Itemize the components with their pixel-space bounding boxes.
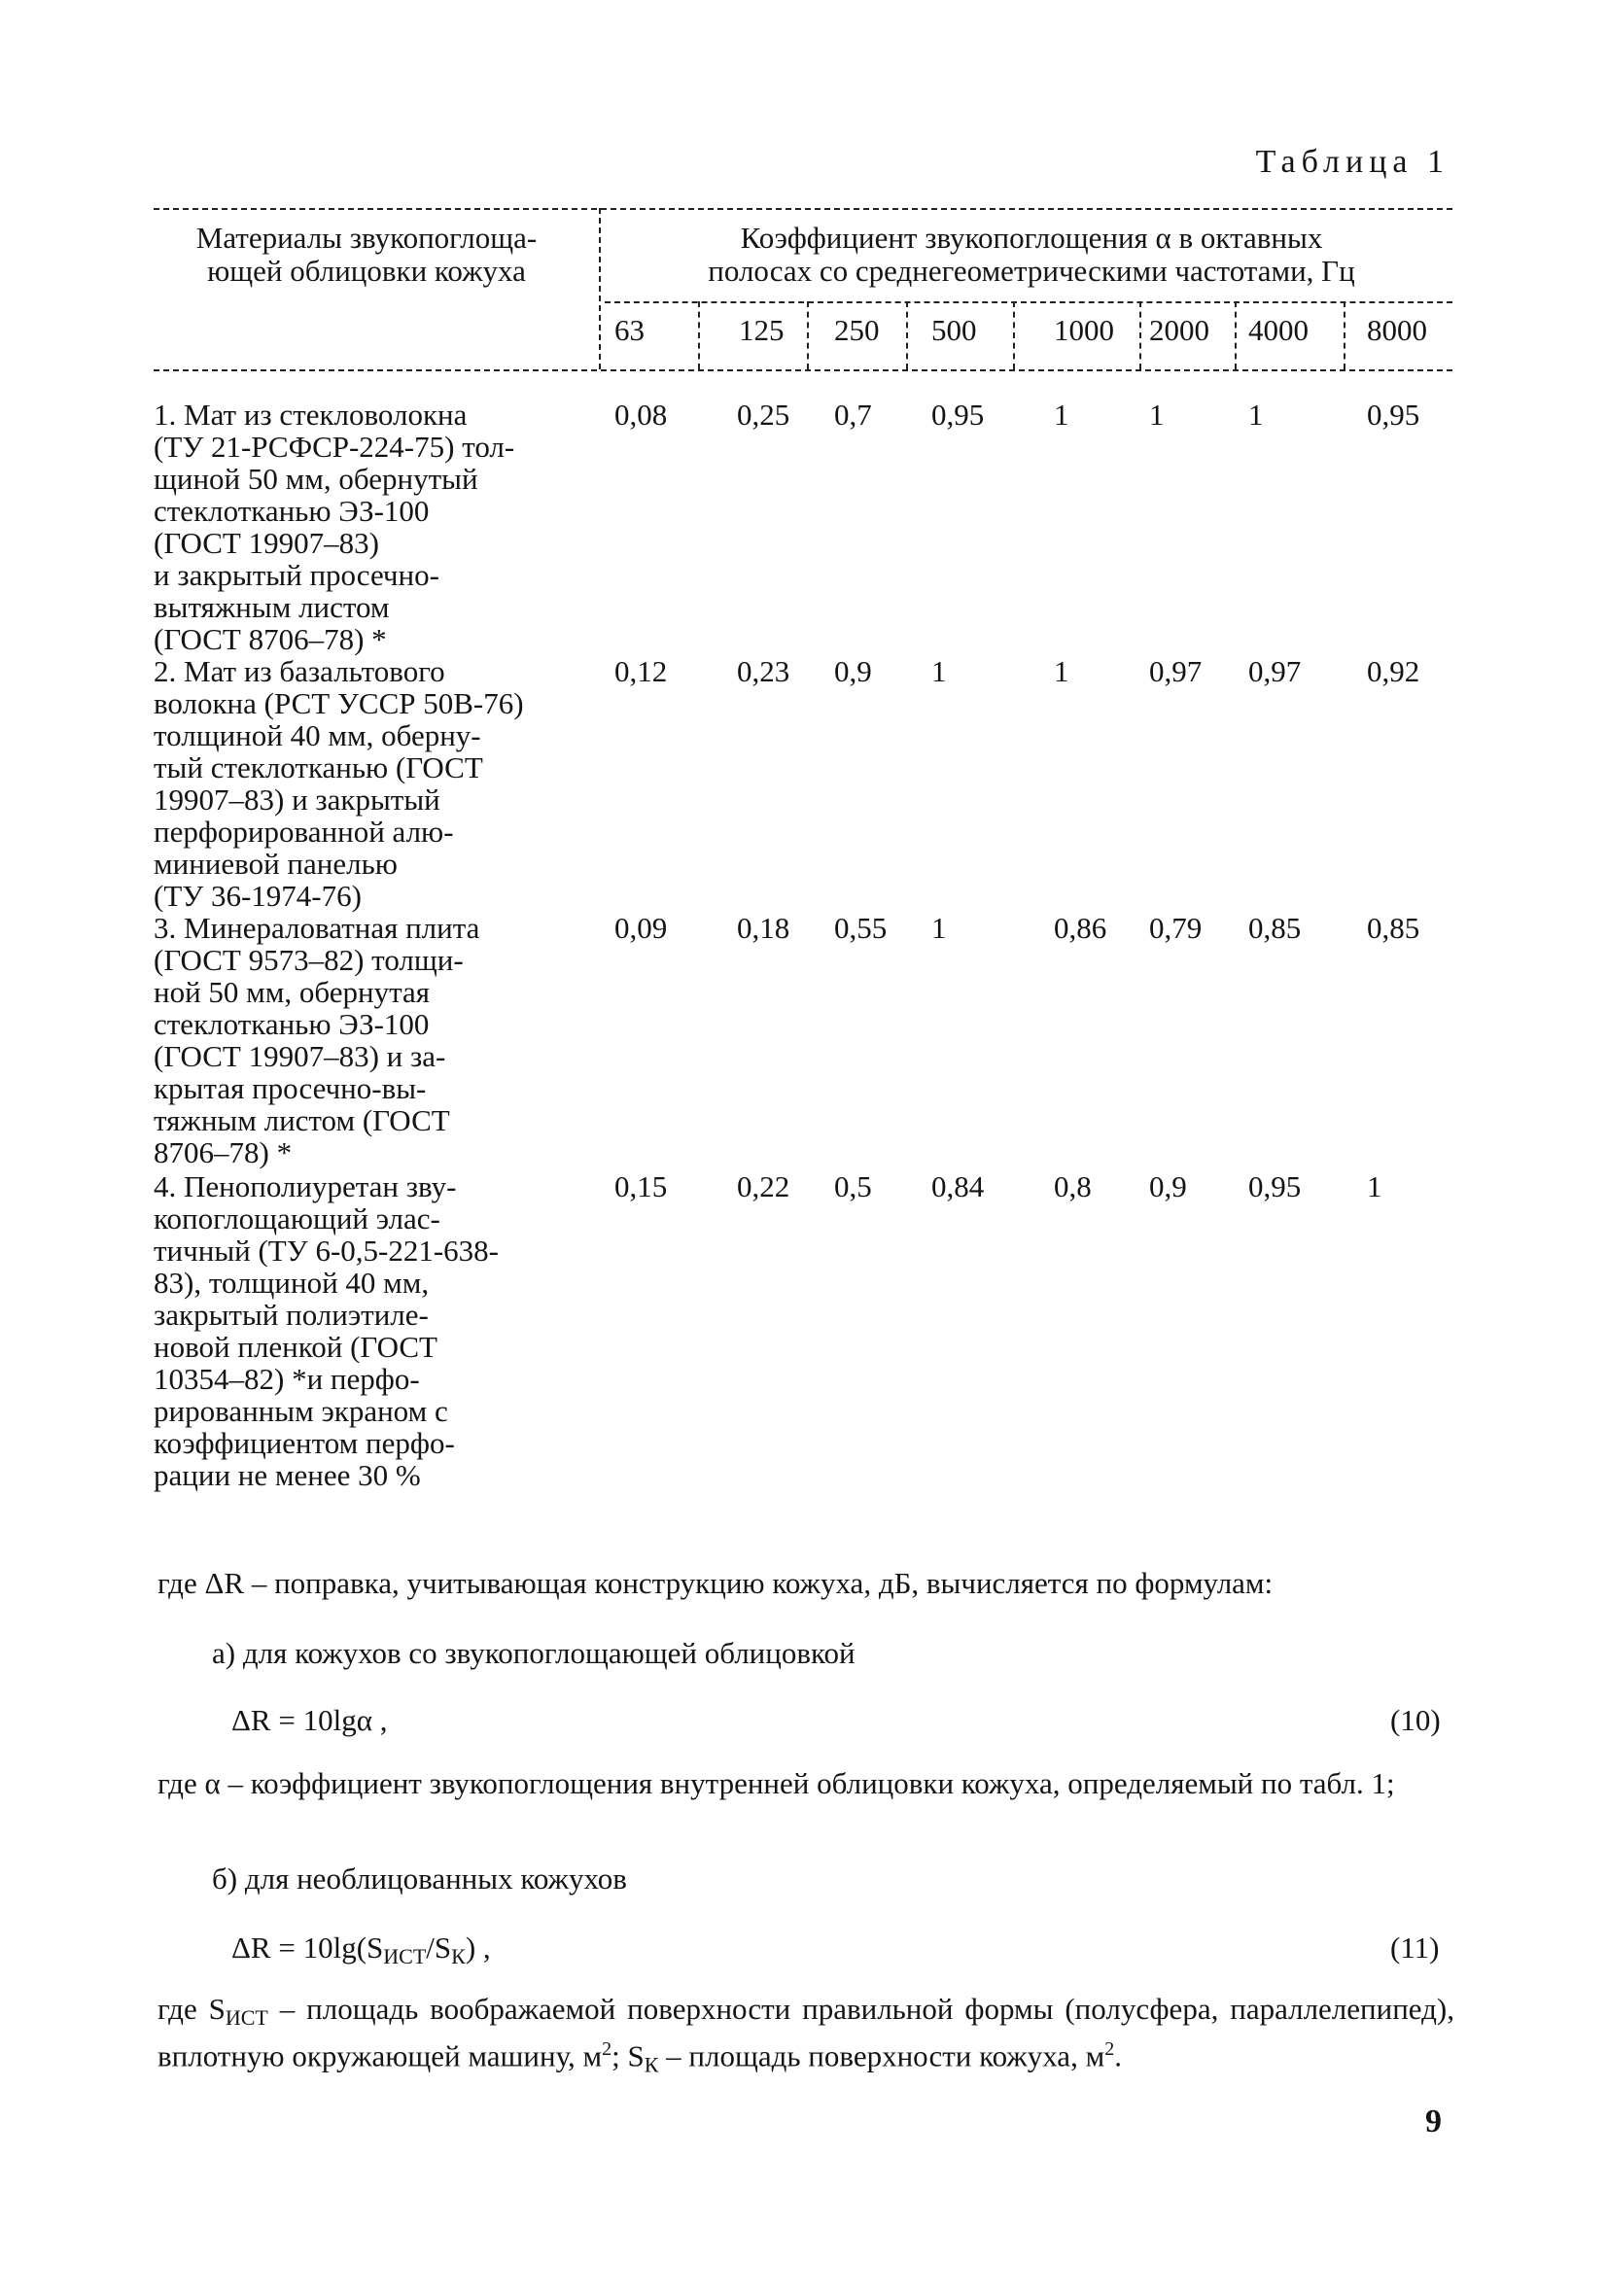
table-cell: 0,9 [834,654,872,688]
table-row-material: 1. Мат из стекловолокна (ТУ 21-РСФСР-224-75) тол- щиной 50 мм, обернутый стеклотканью ЭЗ-100 (ГОСТ 19907–83) и закрытый просечно- вытяжным листом (ГОСТ 8706–78) * [154,398,515,656]
table-caption: Таблица 1 [1255,144,1450,180]
freq-divider [698,301,700,369]
table-cell: 0,09 [614,911,668,945]
table-cell: 0,79 [1149,911,1203,945]
table-cell: 0,5 [834,1169,872,1203]
table-header-materials: Материалы звукопоглоща- ющей облицовки кожуха [195,221,538,288]
freq-divider [906,301,908,369]
freq-header-250: 250 [834,313,880,347]
freq-divider [1013,301,1015,369]
table-cell: 0,55 [834,911,888,945]
table-cell: 1 [931,911,947,945]
paragraph-case-b: б) для необлицованных кожухов [212,1861,627,1896]
header-mid-rule [605,301,1452,303]
table-cell: 0,95 [931,398,985,432]
table-cell: 0,22 [737,1169,790,1203]
table-cell: 0,9 [1149,1169,1187,1203]
table-cell: 1 [1054,398,1069,432]
paragraph-case-a: а) для кожухов со звукопоглощающей облицовкой [212,1636,856,1670]
freq-divider [807,301,809,369]
table-cell: 0,85 [1367,911,1420,945]
freq-header-8000: 8000 [1367,313,1427,347]
table-cell: 0,08 [614,398,668,432]
table-cell: 0,8 [1054,1169,1092,1203]
table-cell: 1 [1149,398,1165,432]
equation-number-10: (10) [1390,1703,1441,1737]
table-cell: 0,23 [737,654,790,688]
table-cell: 0,95 [1367,398,1420,432]
table-cell: 0,18 [737,911,790,945]
freq-header-1000: 1000 [1054,313,1114,347]
table-cell: 1 [1248,398,1264,432]
table-cell: 0,97 [1149,654,1203,688]
equation-number-11: (11) [1390,1931,1440,1965]
formula-10: ΔR = 10lgα , [231,1703,388,1737]
paragraph-alpha: где α – коэффициент звукопоглощения внутренней облицовки кожуха, определяемый по табл. 1; [157,1766,1395,1800]
table-cell: 1 [1367,1169,1382,1203]
freq-divider [1344,301,1345,369]
table-header-coefficient: Коэффициент звукопоглощения α в октавных полосах со среднегеометрическими частотами, Гц [708,221,1355,288]
table-cell: 0,85 [1248,911,1302,945]
table-cell: 1 [1054,654,1069,688]
header-column-divider [599,208,601,369]
table-cell: 0,92 [1367,654,1420,688]
table-cell: 0,86 [1054,911,1107,945]
table-cell: 0,7 [834,398,872,432]
table-row-material: 2. Мат из базальтового волокна (РСТ УССР 50В-76) толщиной 40 мм, оберну- тый стеклотканью (ГОСТ 19907–83) и закрытый перфорированной алю- миниевой панелью (ТУ 36-1974-76) [154,654,524,913]
table-cell: 0,97 [1248,654,1302,688]
table-cell: 1 [931,654,947,688]
freq-header-4000: 4000 [1248,313,1309,347]
freq-header-500: 500 [931,313,977,347]
table-row-material: 4. Пенополиуретан зву- копоглощающий элас- тичный (ТУ 6-0,5-221-638- 83), толщиной 40 мм, закрытый полиэтиле- новой пленкой (ГОСТ 10354–82) *и перфо- рированным экраном с коэффициентом перфо- рации не менее 30 % [154,1169,499,1492]
table-cell: 0,95 [1248,1169,1302,1203]
table-cell: 0,15 [614,1169,668,1203]
freq-divider [1139,301,1141,369]
table-top-rule [154,208,1452,210]
formula-11: $\Delta R = 10\lg(S_{ИСТ}/S_К)$ , [231,1931,491,1968]
table-row-material: 3. Минераловатная плита (ГОСТ 9573–82) толщи- ной 50 мм, обернутая стеклотканью ЭЗ-100 (ГОСТ 19907–83) и за- крытая просечно-вы- тяжным листом (ГОСТ 8706–78) * [154,911,480,1169]
table-cell: 0,12 [614,654,668,688]
paragraph-s-ist: где $S_{ИСТ}$ – площадь воображаемой поверхности правильной формы (полусфера, параллелепипед), вплотную окружающей машину, $м^2$; $S_К$ – площадь поверхности кожуха, $м^2$. [157,1992,1454,2077]
freq-header-63: 63 [614,313,645,347]
header-bottom-rule [154,369,1452,371]
freq-header-125: 125 [739,313,785,347]
paragraph-delta-r: где ΔR – поправка, учитывающая конструкцию кожуха, дБ, вычисляется по формулам: [157,1566,1274,1600]
freq-header-2000: 2000 [1149,313,1209,347]
freq-divider [1235,301,1237,369]
table-cell: 0,84 [931,1169,985,1203]
table-cell: 0,25 [737,398,790,432]
page-number: 9 [1425,2104,1442,2139]
